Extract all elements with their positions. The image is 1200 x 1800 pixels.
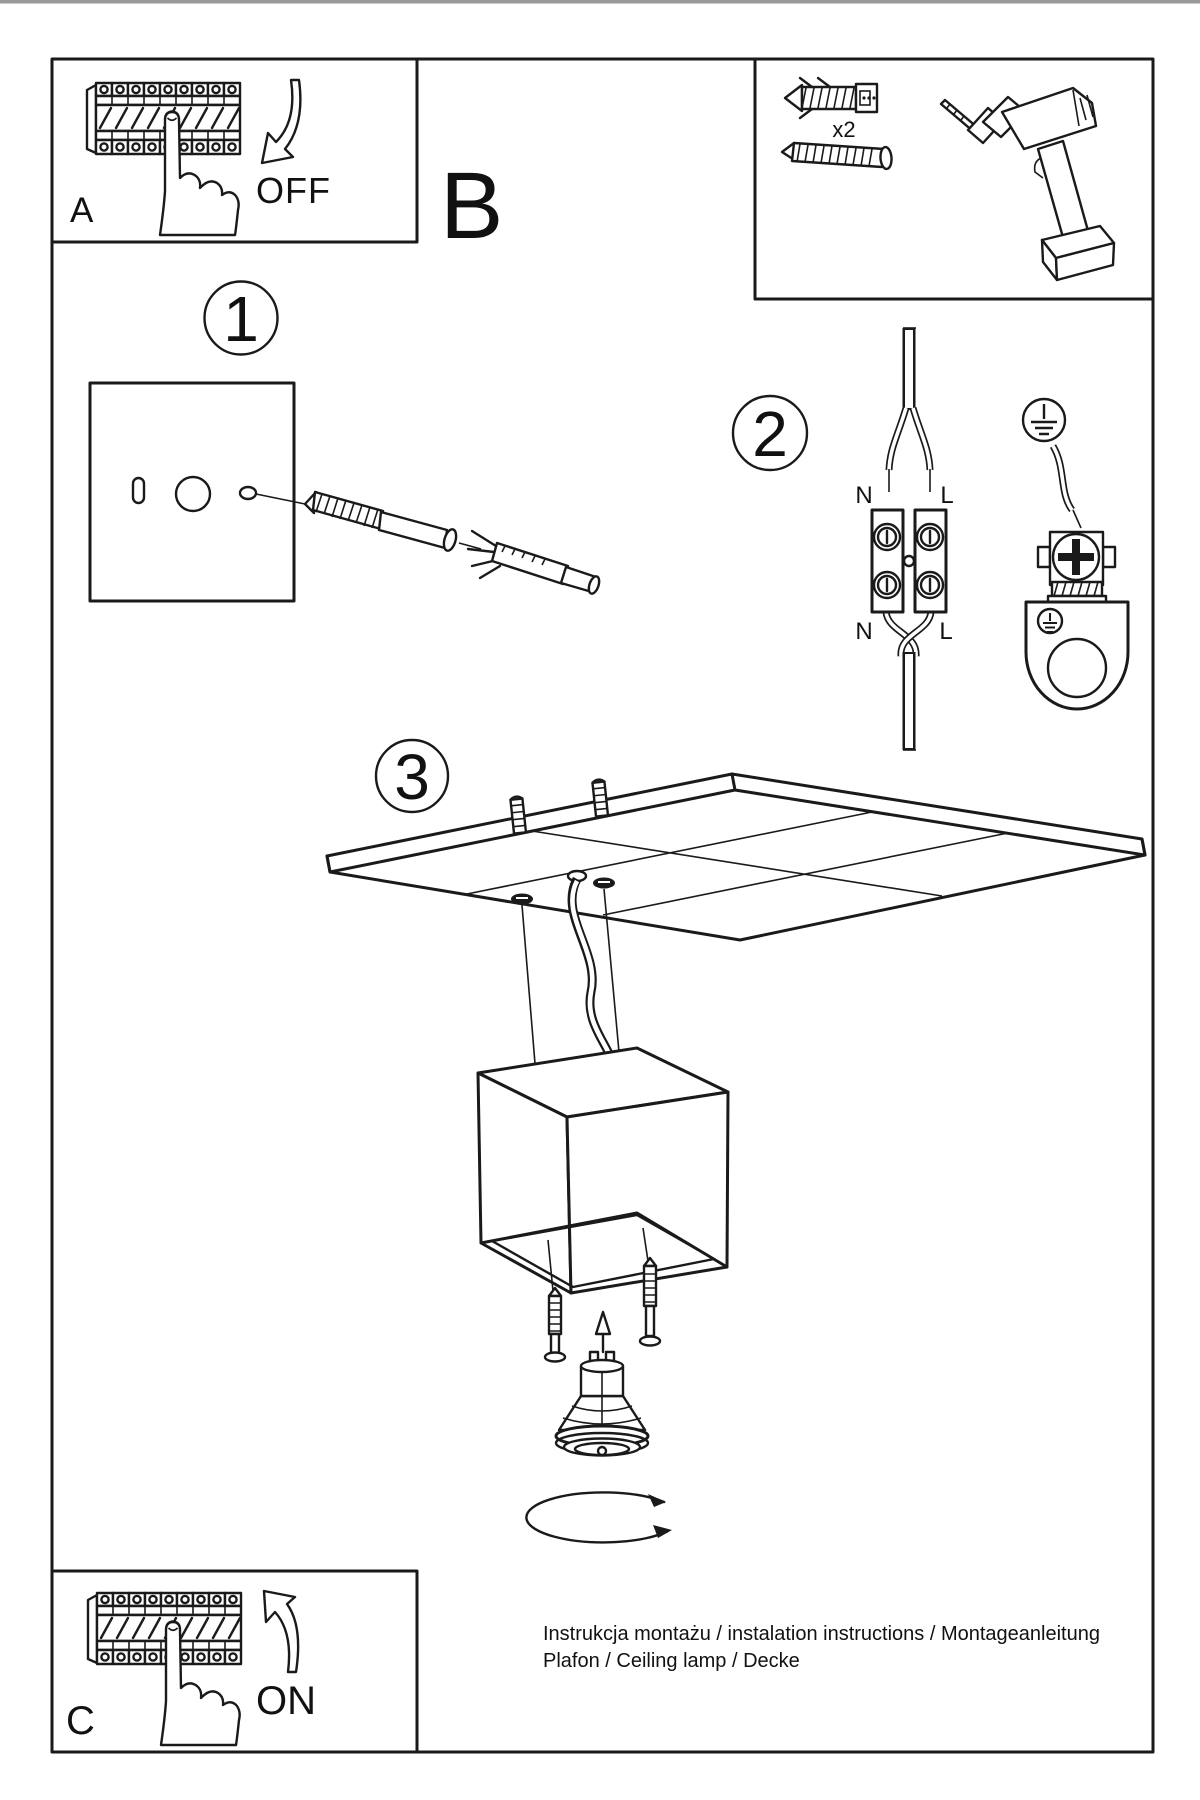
rotate-arrow-icon [526, 1492, 672, 1542]
drill-icon [941, 88, 1114, 280]
plate-center-hole [176, 477, 210, 511]
panel-a-label: A [70, 191, 94, 230]
footer-caption [543, 1623, 1100, 1672]
wire-label-l-bottom: L [939, 618, 953, 645]
anchor-quantity-label: x2 [832, 117, 856, 142]
mounting-plate-illustration [90, 383, 294, 601]
step-1-badge [205, 282, 278, 356]
step-1-number: 1 [223, 283, 259, 355]
step-2-badge [733, 396, 807, 470]
step-2-number: 2 [752, 398, 788, 470]
earth-symbol-icon [1023, 399, 1065, 441]
wall-plug-icon [785, 78, 877, 118]
mounting-screw-illustration [305, 492, 458, 552]
fixing-screw-right-icon [640, 1258, 660, 1346]
ceiling-panel-illustration [327, 774, 1145, 940]
cube-lamp-body-illustration [478, 1048, 728, 1293]
step-3-mounting [327, 740, 1145, 1542]
terminal-block-illustration [872, 510, 946, 750]
wire-label-n-top: N [855, 482, 873, 509]
off-label: OFF [256, 170, 331, 211]
stud-screw-icon [510, 796, 526, 834]
plate-slot-hole [133, 478, 144, 503]
supply-cable-illustration [889, 328, 930, 492]
step-2-wiring [733, 328, 1128, 750]
step-b-required-parts [782, 78, 1114, 280]
plate-screw-hole [240, 487, 256, 499]
arrow-up-icon [264, 1591, 298, 1672]
stud-screw-icon [592, 779, 608, 817]
wire-label-n-bottom: N [855, 618, 873, 645]
step-a-power-off [70, 80, 331, 235]
step-c-power-on [66, 1591, 316, 1745]
step-1-drill-and-plug [90, 282, 601, 602]
footer-line-2: Plafon / Ceiling lamp / Decke [543, 1650, 800, 1672]
gu10-bulb-illustration [556, 1352, 648, 1456]
step-3-badge [376, 740, 448, 813]
panel-b-label: B [440, 153, 504, 259]
wall-plug-step1-illustration [468, 531, 601, 595]
screw-icon [782, 143, 892, 169]
arrow-down-icon [262, 80, 300, 163]
page-scan-edge [0, 0, 1200, 4]
step-3-number: 3 [394, 741, 430, 813]
panel-c-label: C [66, 1699, 95, 1743]
wire-label-l-top: L [940, 482, 954, 509]
ground-terminal-illustration [1026, 446, 1128, 709]
on-label: ON [256, 1679, 316, 1723]
insert-arrow-icon [596, 1312, 610, 1352]
fixing-screw-left-icon [545, 1288, 565, 1362]
footer-line-1: Instrukcja montażu / instalation instructions / Montageanleitung [543, 1623, 1100, 1645]
